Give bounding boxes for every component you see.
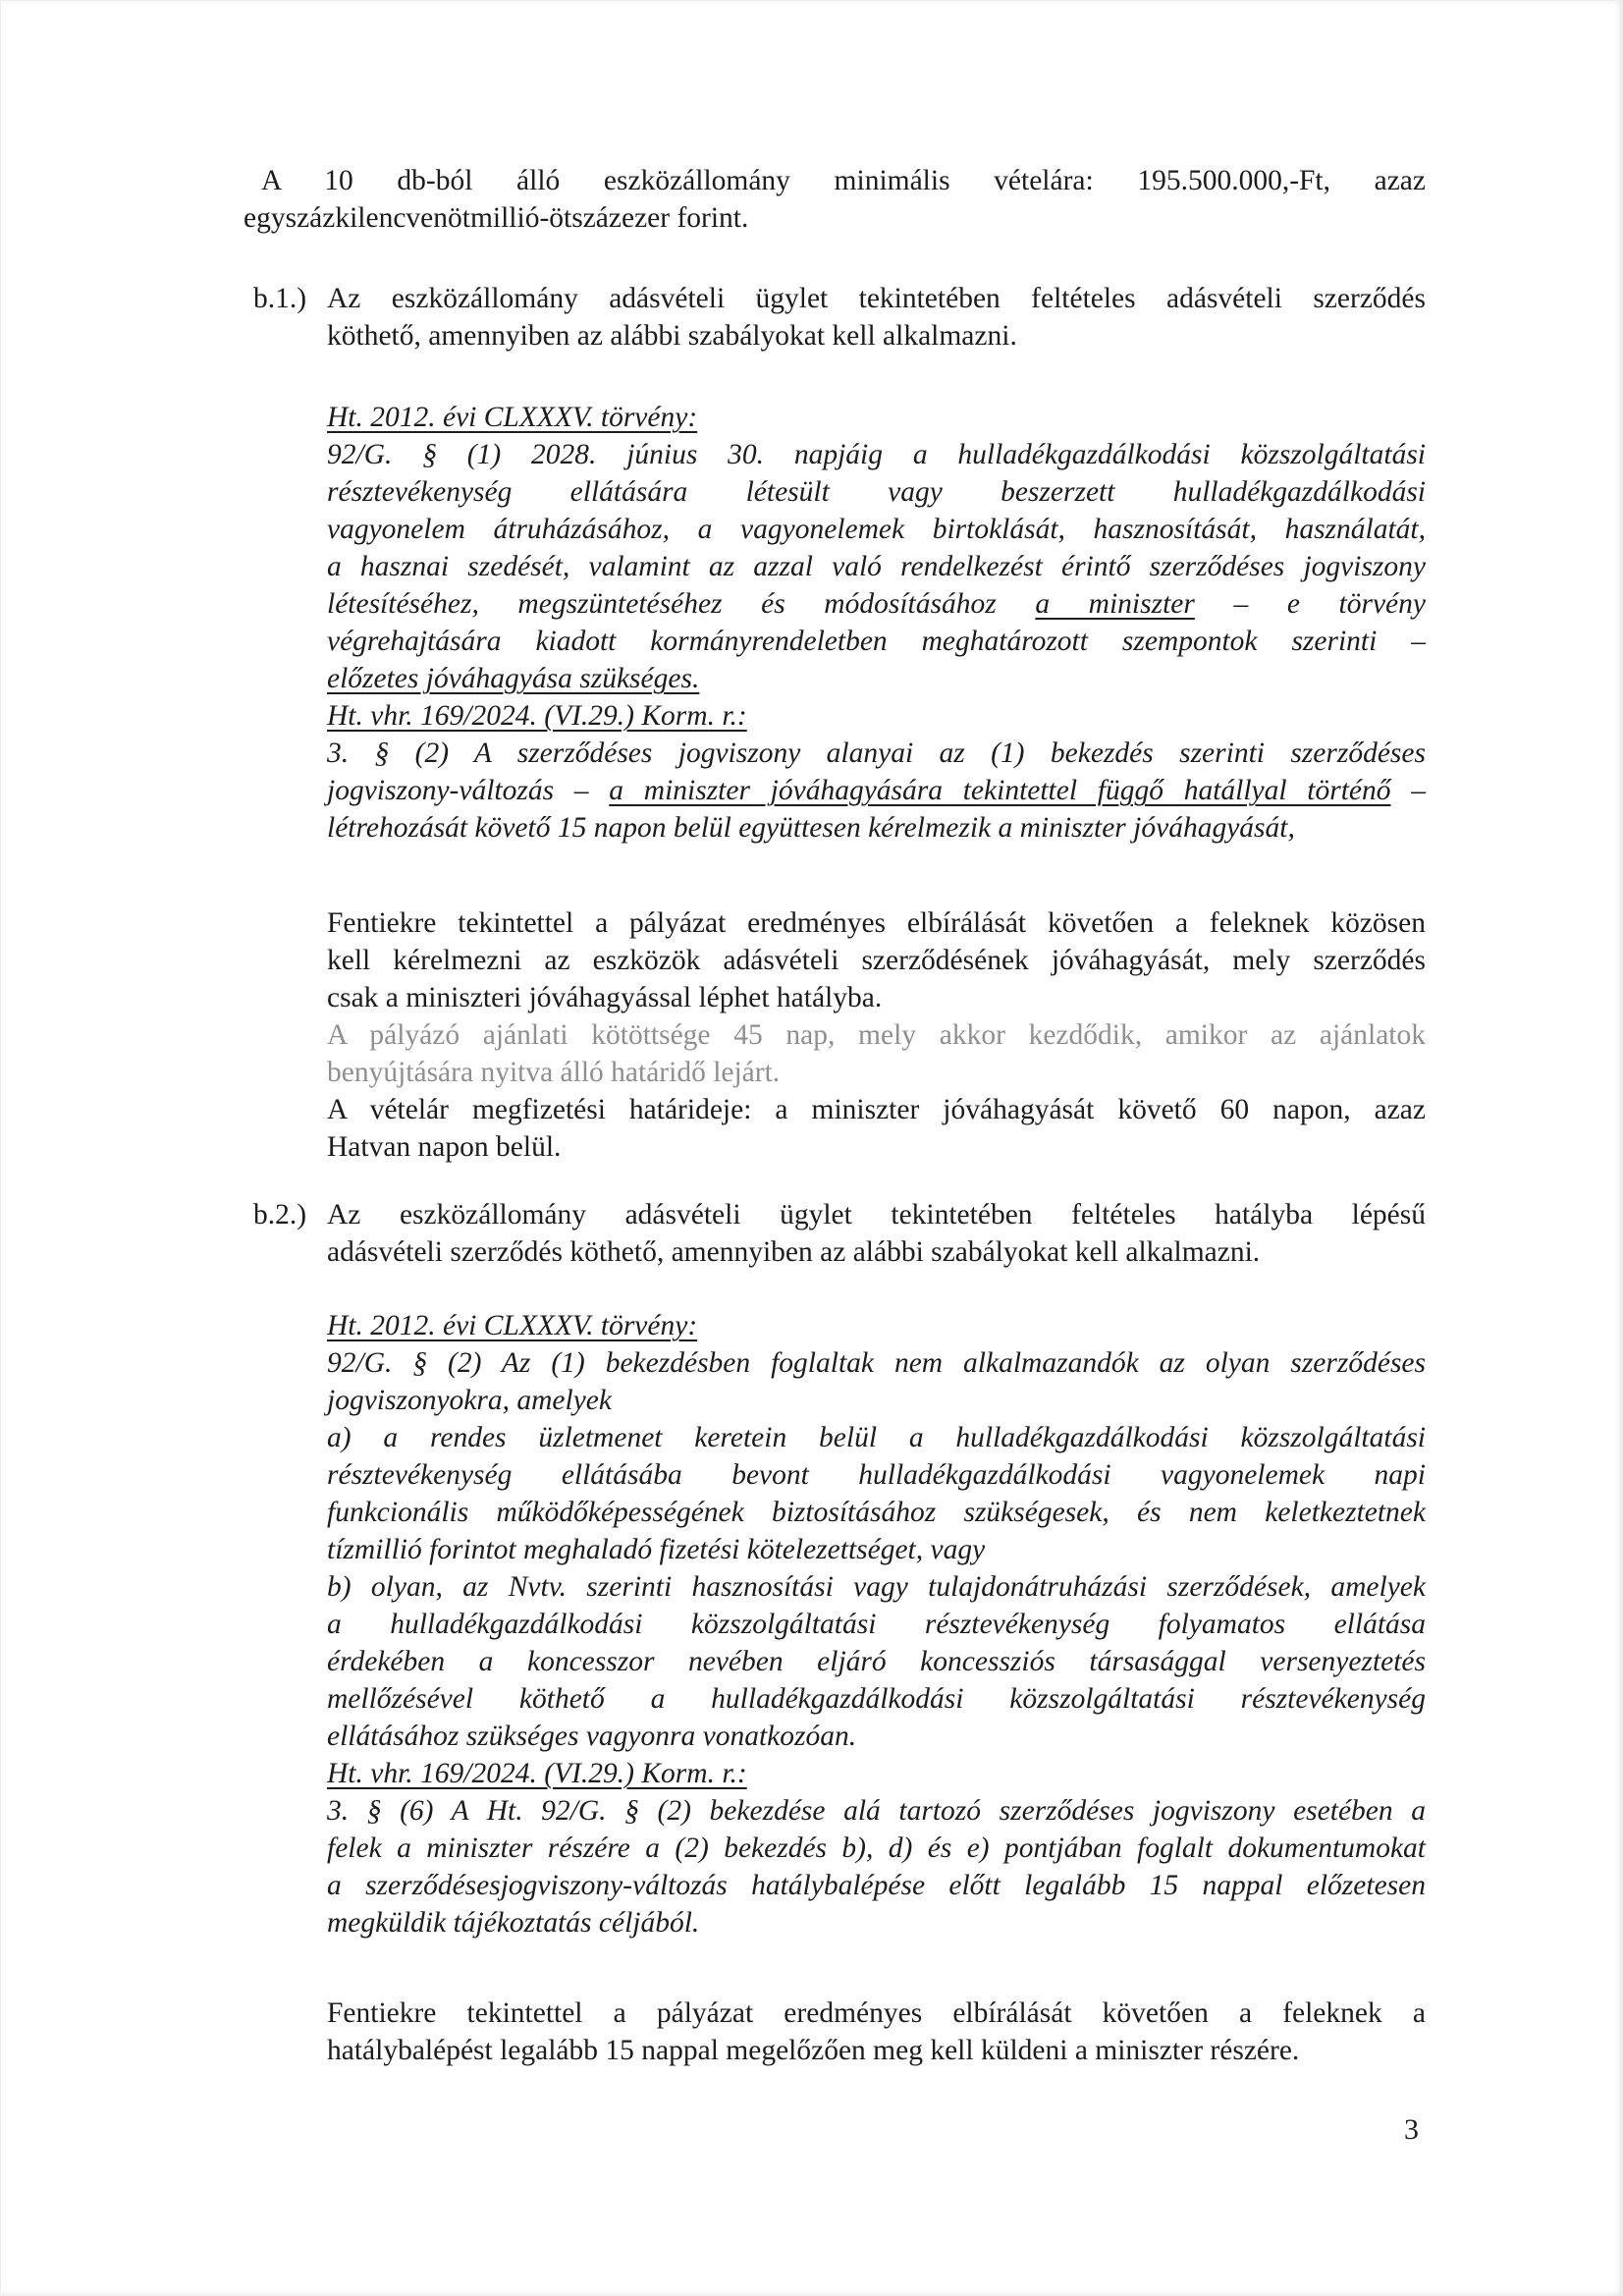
paragraph-fentiekre-2: [327, 1995, 1426, 2069]
text-line: tízmillió forintot meghaladó fizetési kötelezettséget, vagy: [327, 1534, 986, 1565]
text-line: egyszázkilencvenötmillió-ötszázezer forint.: [243, 202, 749, 234]
law-quote-1-subheading: Ht. vhr. 169/2024. (VI.29.) Korm. r.:: [327, 700, 747, 732]
intro-paragraph: [243, 162, 1426, 237]
text-line: csak a miniszteri jóváhagyással léphet hatályba.: [327, 982, 883, 1013]
faded-text-line: A pályázó ajánlati kötöttsége 45 nap, mely akkor kezdődik, amikor az ajánlatok: [327, 1019, 1426, 1051]
text-line: hatálybalépést legalább 15 nappal megelőzően meg kell küldeni a miniszter részére.: [327, 2035, 1300, 2066]
law-quote-2-heading: Ht. 2012. évi CLXXXV. törvény:: [327, 1310, 698, 1341]
text-line: 92/G. § (2) Az (1) bekezdésben foglaltak nem alkalmazandók az olyan szerződéses: [327, 1347, 1426, 1379]
text-line: a hasznai szedését, valamint az azzal való rendelkezést érintő szerződéses jogviszony: [327, 551, 1426, 582]
text-line: b) olyan, az Nvtv. szerinti hasznosítási vagy tulajdonátruházási szerződések, amelyek: [327, 1571, 1426, 1603]
law-quote-2-subheading: Ht. vhr. 169/2024. (VI.29.) Korm. r.:: [327, 1758, 747, 1789]
text-line: létrehozását követő 15 napon belül együttesen kérelmezik a miniszter jóváhagyását,: [327, 812, 1295, 844]
text-line: 92/G. § (1) 2028. június 30. napjáig a hulladékgazdálkodási közszolgáltatási: [327, 439, 1426, 470]
text-line: [327, 772, 1426, 809]
text-line: 3. § (2) A szerződéses jogviszony alanyai az (1) bekezdés szerinti szerződéses: [327, 738, 1426, 769]
text-line: Fentiekre tekintettel a pályázat eredményes elbírálását követően a feleknek közösen: [327, 907, 1426, 939]
text-line: 3. § (6) A Ht. 92/G. § (2) bekezdése alá tartozó szerződéses jogviszony esetében a: [327, 1795, 1426, 1827]
text-line: résztevékenység ellátásába bevont hulladékgazdálkodási vagyonelemek napi: [327, 1459, 1426, 1491]
text-line: Az eszközállomány adásvételi ügylet tekintetében feltételes adásvételi szerződés: [327, 283, 1426, 314]
text-line: A vételár megfizetési határideje: a miniszter jóváhagyását követő 60 napon, azaz: [327, 1094, 1426, 1125]
page-number: 3: [1404, 2113, 1419, 2146]
text-line: Fentiekre tekintettel a pályázat eredményes elbírálását követően a feleknek a: [327, 1997, 1426, 2029]
text-line: végrehajtására kiadott kormányrendeletben meghatározott szempontok szerinti –: [327, 626, 1426, 657]
underlined-text-segment: a miniszter: [1035, 588, 1195, 620]
text-line: A 10 db-ból álló eszközállomány minimális vételára: 195.500.000,-Ft, azaz: [261, 165, 1426, 196]
text-line: ellátásához szükséges vagyonra vonatkozóan.: [327, 1721, 857, 1752]
text-line: Hatvan napon belül.: [327, 1131, 562, 1163]
faded-text-line: benyújtására nyitva álló határidő lejárt.: [327, 1057, 781, 1088]
item-b2: [253, 1196, 1426, 1271]
law-quote-1-heading: Ht. 2012. évi CLXXXV. törvény:: [327, 402, 698, 433]
text-segment: jogviszony-változás –: [327, 775, 610, 806]
item-b2-label: b.2.): [253, 1199, 307, 1230]
law-quote-2: [327, 1307, 1426, 1941]
text-line: a) a rendes üzletmenet keretein belül a hulladékgazdálkodási közszolgáltatási: [327, 1422, 1426, 1453]
underlined-text-line: előzetes jóváhagyása szükséges.: [327, 663, 700, 694]
paragraph-fentiekre-1: [327, 904, 1426, 1166]
text-segment: –: [1390, 775, 1427, 806]
law-quote-1: [327, 399, 1426, 847]
text-line: adásvételi szerződés köthető, amennyiben az alábbi szabályokat kell alkalmazni.: [327, 1236, 1261, 1268]
text-segment: létesítéséhez, megszüntetéséhez és módosításához: [327, 588, 1036, 620]
text-line: funkcionális működőképességének biztosításához szükségesek, és nem keletkeztetnek: [327, 1497, 1426, 1528]
text-line: a szerződésesjogviszony-változás hatálybalépése előtt legalább 15 nappal előzetesen: [327, 1870, 1426, 1901]
item-b1: [253, 280, 1426, 355]
text-line: köthető, amennyiben az alábbi szabályokat kell alkalmazni.: [327, 320, 1017, 352]
text-line: jogviszonyokra, amelyek: [327, 1385, 612, 1416]
text-line: vagyonelem átruházásához, a vagyonelemek birtoklását, hasznosítását, használatát,: [327, 514, 1426, 545]
text-line: kell kérelmezni az eszközök adásvételi szerződésének jóváhagyását, mely szerződés: [327, 945, 1426, 976]
text-line: [327, 585, 1426, 623]
text-line: résztevékenység ellátására létesült vagy beszerzett hulladékgazdálkodási: [327, 476, 1426, 508]
text-line: a hulladékgazdálkodási közszolgáltatási résztevékenység folyamatos ellátása: [327, 1609, 1426, 1640]
underlined-text-segment: a miniszter jóváhagyására tekintettel függő hatállyal történő: [609, 775, 1391, 806]
text-line: Az eszközállomány adásvételi ügylet tekintetében feltételes hatályba lépésű: [327, 1199, 1426, 1230]
item-b1-label: b.1.): [253, 283, 307, 314]
text-line: érdekében a koncesszor nevében eljáró koncessziós társasággal versenyeztetés: [327, 1646, 1426, 1677]
text-line: megküldik tájékoztatás céljából.: [327, 1907, 700, 1939]
text-line: mellőzésével köthető a hulladékgazdálkodási közszolgáltatási résztevékenység: [327, 1683, 1426, 1715]
text-segment: – e törvény: [1194, 588, 1426, 620]
text-line: felek a miniszter részére a (2) bekezdés b), d) és e) pontjában foglalt dokumentumokat: [327, 1832, 1426, 1864]
